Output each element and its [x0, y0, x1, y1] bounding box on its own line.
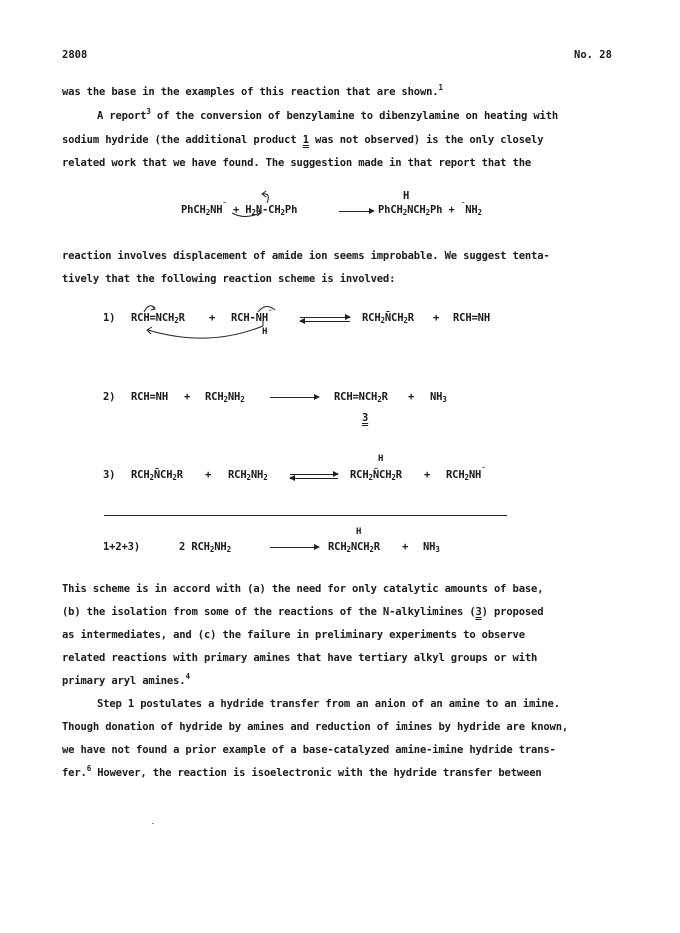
equilibrium-arrow	[290, 474, 338, 479]
paragraph-line: Though donation of hydride by amines and reduction of imines by hydride are known,	[62, 721, 569, 733]
step-plus: +	[408, 391, 415, 403]
reaction-arrow	[270, 547, 318, 548]
compound-number: 3	[362, 412, 369, 424]
paragraph-line: reaction involves displacement of amide ion seems improbable. We suggest tenta-	[62, 250, 550, 262]
h-mark: H	[356, 527, 362, 537]
paragraph-line: we have not found a prior example of a base-catalyzed amine-imine hydride trans-	[62, 744, 556, 756]
step-reactant: $RCH_2NH_2$	[205, 391, 245, 404]
step-plus: +	[433, 312, 440, 324]
step-plus: +	[209, 312, 216, 324]
paragraph-line: A report$^3$ of the conversion of benzylamine to dibenzylamine on heating with	[97, 107, 559, 122]
step-reactant: RCH=NH	[131, 391, 169, 403]
paragraph-line: was the base in the examples of this reaction that are shown.$^1$	[62, 83, 443, 98]
compound-number: 3	[475, 606, 482, 618]
reference-mark: 4	[185, 672, 190, 681]
step-plus: +	[184, 391, 191, 403]
paragraph-line: tively that the following reaction scheme is involved:	[62, 273, 396, 285]
journal-issue: No. 28	[574, 49, 612, 61]
electron-push-arrows	[128, 296, 308, 346]
step-product: RCH=NH	[453, 312, 491, 324]
paragraph-line: fer.$^6$ However, the reaction is isoelectronic with the hydride transfer between	[62, 764, 542, 779]
step-reactant: $RCH=NCH_2R$	[131, 312, 185, 325]
reaction-arrow	[339, 211, 373, 212]
h-mark: H	[262, 327, 268, 337]
electron-push-arrows	[220, 189, 290, 219]
step-product: $RCH_2NH^¯$	[446, 466, 486, 482]
paragraph-line: This scheme is in accord with (a) the need for only catalytic amounts of base,	[62, 583, 544, 595]
equation-lhs: PhCH$_2$NH¯ + $H_2N-CH_2Ph$	[181, 201, 298, 217]
step-plus: +	[205, 469, 212, 481]
step-reactant: $RCH_2NH_2$	[228, 469, 268, 482]
step-product: $NH_3$	[423, 541, 440, 554]
compound-number: 1	[302, 134, 309, 146]
reference-mark: 3	[146, 107, 151, 116]
h-mark: H	[403, 190, 410, 202]
paragraph-line: related reactions with primary amines that have tertiary alkyl groups or with	[62, 652, 538, 664]
step-reactant: RCH-NH¯	[231, 309, 273, 324]
paragraph-line: sodium hydride (the additional product 1 was not observed) is the only closely	[62, 134, 544, 146]
step-label: 2)	[103, 391, 116, 403]
step-reactant: $RCH_2N̄CH_2R$	[131, 469, 183, 482]
step-label: 1)	[103, 312, 116, 324]
reaction-arrow	[270, 397, 318, 398]
step-label: 3)	[103, 469, 116, 481]
paragraph-line: Step 1 postulates a hydride transfer from an anion of an amine to an imine.	[97, 698, 560, 710]
paragraph-line: related work that we have found. The suggestion made in that report that the	[62, 157, 532, 169]
paragraph-line: (b) the isolation from some of the reactions of the N-alkylimines (3) proposed	[62, 606, 544, 618]
step-plus: +	[402, 541, 409, 553]
step-product: $RCH=NCH_2R$	[334, 391, 388, 404]
step-product: $NH_3$	[430, 391, 447, 404]
step-product: $RCH_2N̈CH_2R$	[350, 469, 402, 482]
reference-mark: 1	[438, 83, 443, 92]
summation-rule	[104, 515, 507, 516]
paragraph-line: as intermediates, and (c) the failure in preliminary experiments to observe	[62, 629, 525, 641]
step-product: $RCH_2NCH_2R$	[328, 541, 380, 554]
h-mark: H	[378, 454, 384, 464]
equilibrium-arrow	[300, 317, 350, 322]
equation-rhs: $PhCH_2NCH_2Ph + ^¯NH_2$	[378, 201, 482, 217]
page-number: 2808	[62, 49, 88, 61]
step-reactant: 2 $RCH_2NH_2$	[179, 541, 231, 554]
paragraph-line: primary aryl amines.$^4$	[62, 672, 190, 687]
scan-speck	[152, 823, 154, 824]
step-label: 1+2+3)	[103, 541, 141, 553]
step-plus: +	[424, 469, 431, 481]
reference-mark: 6	[86, 764, 92, 773]
step-product: $RCH_2N̄CH_2R$	[362, 312, 414, 325]
